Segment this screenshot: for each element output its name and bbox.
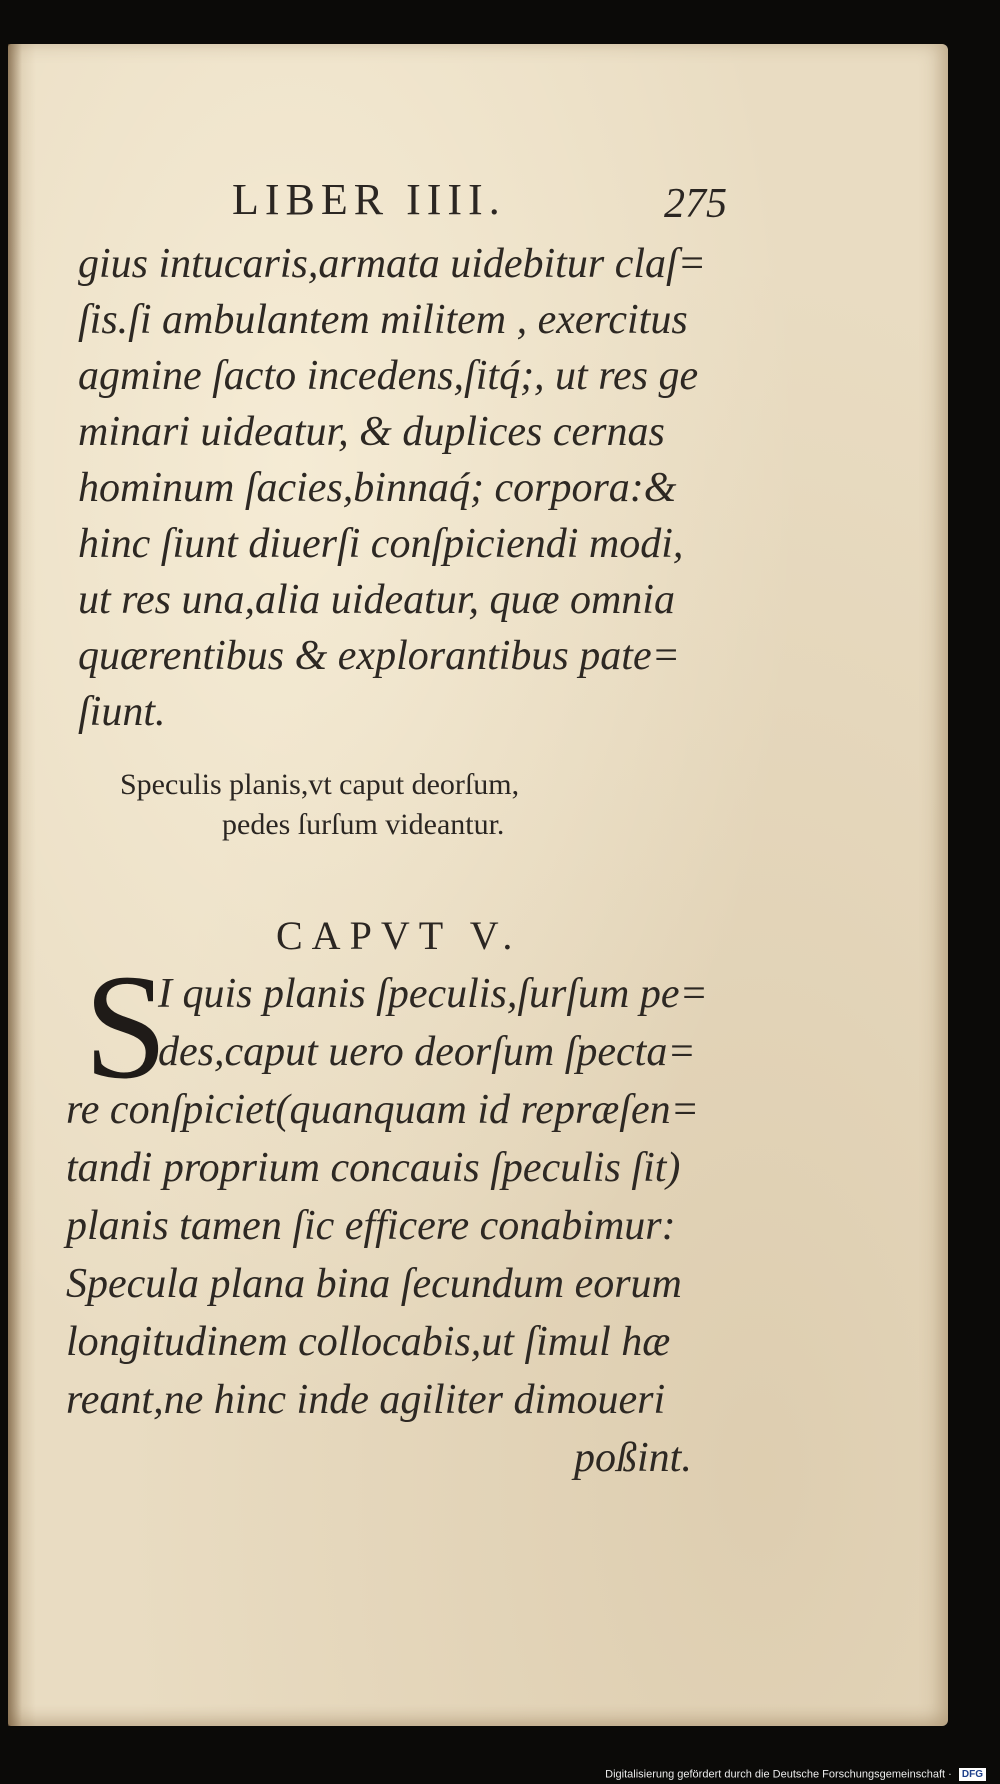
chapter-caption-line: Speculis planis,vt caput deorſum, (120, 768, 520, 801)
text-line: ut res una,alia uideatur, quæ omnia (78, 577, 675, 623)
text-line: I quis planis ſpeculis,ſurſum pe= (158, 971, 708, 1017)
credit-text: Digitalisierung gefördert durch die Deutsche Forschungsgemeinschaft (605, 1768, 946, 1781)
drop-cap: S (84, 944, 168, 1110)
chapter-title: CAPVT V. (276, 913, 522, 958)
chapter-caption-line: pedes ſurſum videantur. (222, 808, 505, 841)
text-line: ſiunt. (78, 689, 166, 735)
text-line: reant,ne hinc inde agiliter dimoueri (66, 1377, 666, 1423)
page-number: 275 (664, 181, 727, 227)
text-line: des,caput uero deorſum ſpecta= (158, 1029, 696, 1075)
text-line: poßint. (574, 1435, 692, 1481)
text-line: hominum ſacies,binnaq́; corpora:& (78, 465, 677, 511)
dfg-logo: DFG (959, 1768, 986, 1781)
text-line: Specula plana bina ſecundum eorum (66, 1261, 682, 1307)
text-line: planis tamen ſic efficere conabimur: (66, 1203, 676, 1249)
text-line: tandi proprium concauis ſpeculis ſit) (66, 1145, 681, 1191)
book-page (8, 44, 948, 1726)
text-line: re conſpiciet(quanquam id repræſen= (66, 1087, 699, 1133)
running-head: LIBER IIII. (232, 175, 506, 224)
text-line: hinc ſiunt diuerſi conſpiciendi modi, (78, 521, 684, 567)
page-header (8, 174, 948, 234)
text-line: agmine ſacto incedens,ſitq́;, ut res ge (78, 353, 699, 399)
separator-dot: · (948, 1768, 952, 1781)
text-line: gius intucaris,armata uidebitur claſ= (78, 241, 707, 287)
text-line: longitudinem collocabis,ut ſimul hæ (66, 1319, 671, 1365)
text-line: minari uideatur, & duplices cernas (78, 409, 665, 455)
text-line: ſis.ſi ambulantem militem , exercitus (78, 297, 688, 343)
digitization-credit (605, 1768, 986, 1781)
text-line: quærentibus & explorantibus pate= (78, 633, 680, 679)
